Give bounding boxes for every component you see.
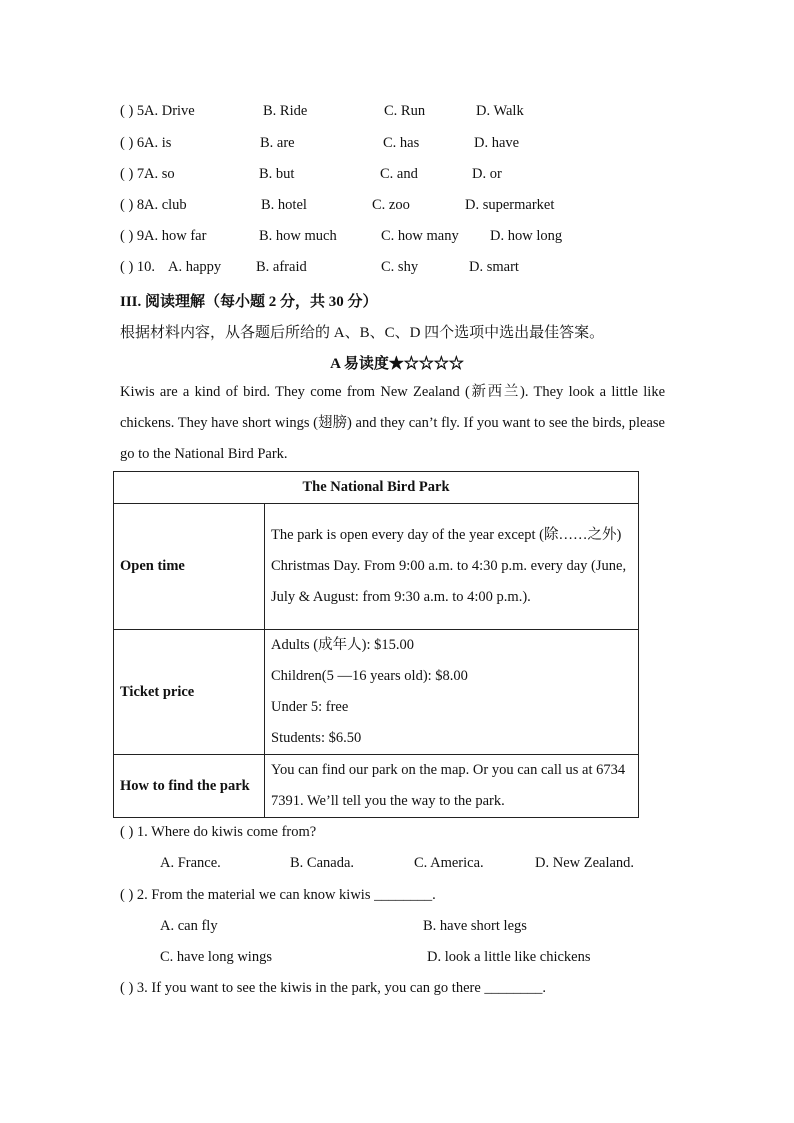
option-d: D. Walk xyxy=(476,103,524,119)
question-1-stem: ( ) 1. Where do kiwis come from? xyxy=(120,824,317,840)
option-b: B. are xyxy=(260,135,295,151)
question-2-option-c: C. have long wings xyxy=(160,949,272,965)
question-3-stem: ( ) 3. If you want to see the kiwis in the park, you can go there ________. xyxy=(120,980,547,996)
question-number: ( ) 8. xyxy=(120,197,148,213)
price-students: Students: $6.50 xyxy=(271,730,362,746)
option-b: B. Ride xyxy=(263,103,308,119)
question-1-option-b: B. Canada. xyxy=(290,855,355,871)
section-instruction: 根据材料内容，从各题后所给的 A、B、C、D 四个选项中选出最佳答案。 xyxy=(120,325,605,341)
question-2-option-d: D. look a little like chickens xyxy=(427,949,591,965)
price-adults: Adults (成年人): $15.00 xyxy=(271,637,414,653)
option-d: D. supermarket xyxy=(465,197,555,213)
ticket-price-content xyxy=(265,630,639,755)
option-b: B. how much xyxy=(259,228,337,244)
option-a: A. Drive xyxy=(144,103,195,119)
option-a: A. club xyxy=(144,197,187,213)
question-number: ( ) 10. xyxy=(120,259,156,275)
question-number: ( ) 9. xyxy=(120,228,148,244)
find-park-content: You can find our park on the map. Or you can call us at 6734 7391. We’ll tell you the way to the park. xyxy=(265,755,639,818)
option-c: C. zoo xyxy=(372,197,410,213)
passage-text: Kiwis are a kind of bird. They come from New Zealand (新西兰). They look a little like chickens. They have short wings (翅膀) and they can’t fly. If you want to see the birds, please go to the National Bird Park. xyxy=(120,384,665,462)
option-c: C. shy xyxy=(381,259,419,275)
price-under-5: Under 5: free xyxy=(271,699,349,715)
question-2-option-a: A. can fly xyxy=(160,918,218,934)
open-time-content: The park is open every day of the year except (除……之外) Christmas Day. From 9:00 a.m. to 4:30 p.m. every day (June, July & August: from 9:30 a.m. to 4:00 p.m.). xyxy=(265,504,639,630)
question-number: ( ) 7. xyxy=(120,166,148,182)
option-d: D. have xyxy=(474,135,520,151)
question-1-option-a: A. France. xyxy=(160,855,221,871)
option-d: D. smart xyxy=(469,259,519,275)
find-park-label: How to find the park xyxy=(114,755,265,818)
section-title: III. 阅读理解（每小题 2 分，共 30 分） xyxy=(120,294,378,310)
table-title: The National Bird Park xyxy=(114,472,639,504)
question-1-option-c: C. America. xyxy=(414,855,484,871)
info-table xyxy=(113,471,639,818)
price-children: Children(5 —16 years old): $8.00 xyxy=(271,668,468,684)
option-d: D. or xyxy=(472,166,502,182)
ticket-price-label: Ticket price xyxy=(114,630,265,755)
option-c: C. how many xyxy=(381,228,459,244)
question-number: ( ) 5. xyxy=(120,103,148,119)
option-d: D. how long xyxy=(490,228,563,244)
option-a: A. how far xyxy=(144,228,207,244)
passage-title: A 易读度★☆☆☆☆ xyxy=(330,356,464,372)
question-2-option-b: B. have short legs xyxy=(423,918,527,934)
option-b: B. afraid xyxy=(256,259,307,275)
option-a: A. so xyxy=(144,166,175,182)
question-2-stem: ( ) 2. From the material we can know kiwis ________. xyxy=(120,887,436,903)
option-b: B. hotel xyxy=(261,197,307,213)
option-b: B. but xyxy=(259,166,295,182)
option-c: C. has xyxy=(383,135,420,151)
question-1-option-d: D. New Zealand. xyxy=(535,855,635,871)
option-a: A. happy xyxy=(168,259,222,275)
option-c: C. Run xyxy=(384,103,426,119)
option-a: A. is xyxy=(144,135,172,151)
open-time-label: Open time xyxy=(114,504,265,630)
option-c: C. and xyxy=(380,166,418,182)
question-number: ( ) 6. xyxy=(120,135,148,151)
